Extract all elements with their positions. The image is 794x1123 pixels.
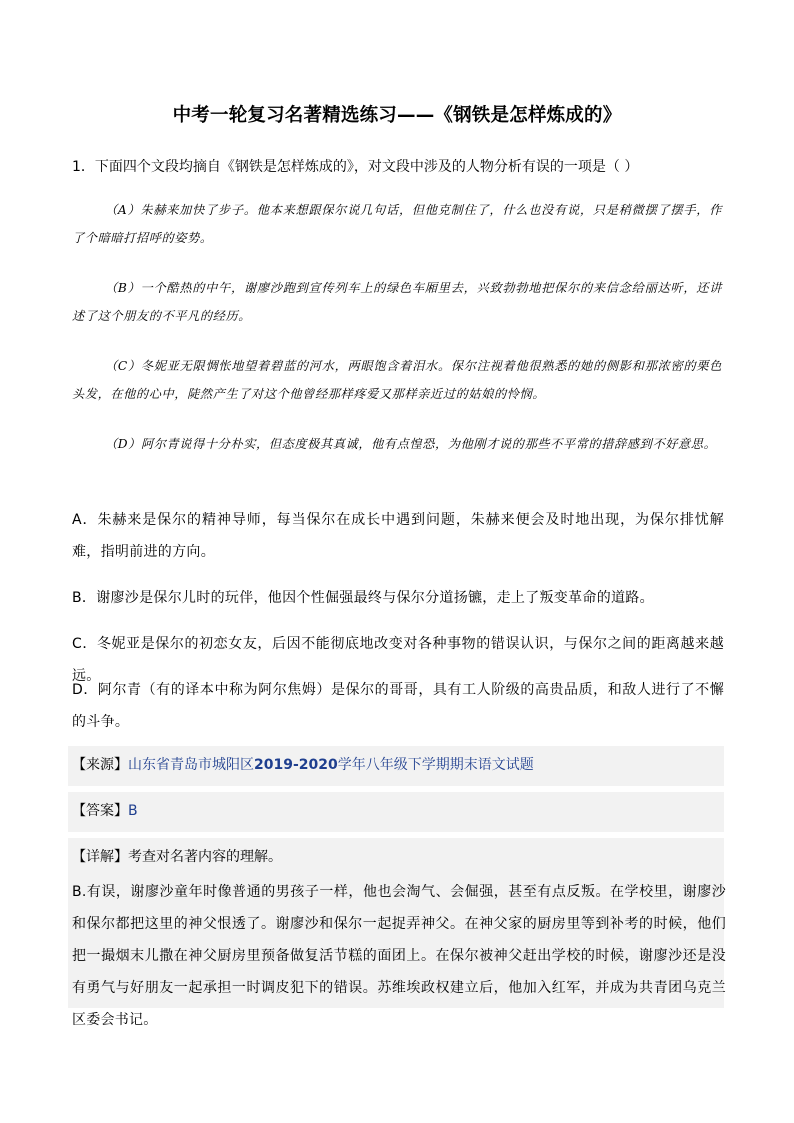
question-stem: 1．下面四个文段均摘自《钢铁是怎样炼成的》，对文段中涉及的人物分析有误的一项是（ ） xyxy=(72,159,639,175)
page-title: 中考一轮复习名著精选练习——《钢铁是怎样炼成的》 xyxy=(172,105,622,126)
detail-row xyxy=(72,846,282,866)
source-label: 【来源】 xyxy=(72,757,128,773)
passage-a: （A）朱赫来加快了步子。他本来想跟保尔说几句话，但他克制住了，什么也没有说，只是稍微摆了摆手，作了个暗暗打招呼的姿势。 xyxy=(72,203,722,245)
passage-d: （D）阿尔青说得十分朴实，但态度极其真诚，他有点惶恐，为他刚才说的那些不平常的措辞感到不好意思。 xyxy=(105,437,717,451)
source-text: 山东省青岛市城阳区 xyxy=(128,757,254,773)
passage-b: （B）一个酷热的中午，谢廖沙跑到宣传列车上的绿色车厢里去，兴致勃勃地把保尔的来信念给丽达听，还讲述了这个朋友的不平凡的经历。 xyxy=(72,281,722,323)
option-b: B．谢廖沙是保尔儿时的玩伴，他因个性倔强最终与保尔分道扬镳，走上了叛变革命的道路。 xyxy=(72,590,654,606)
answer-label: 【答案】 xyxy=(72,803,128,819)
detail-text: B.有误，谢廖沙童年时像普通的男孩子一样，他也会淘气、会倔强，甚至有点反叛。在学校里，谢廖沙和保尔都把这里的神父恨透了。谢廖沙和保尔一起捉弄神父。在神父家的厨房里等到补考的时候，他们把一撮烟末儿撒在神父厨房里预备做复活节糕的面团上。在保尔被神父赶出学校的时候，谢廖沙还是没有勇气与好朋友一起承担一时调皮犯下的错误。苏维埃政权建立后，他加入红军，并成为共青团乌克兰区委会书记。 xyxy=(72,884,726,1028)
option-c: C．冬妮亚是保尔的初恋女友，后因不能彻底地改变对各种事物的错误认识，与保尔之间的距离越来越远。 xyxy=(72,636,724,684)
passage-c: （C）冬妮亚无限惆怅地望着碧蓝的河水，两眼饱含着泪水。保尔注视着他很熟悉的她的侧影和那浓密的栗色头发，在他的心中，陡然产生了对这个他曾经那样疼爱又那样亲近过的姑娘的怜悯。 xyxy=(72,359,722,401)
detail-label: 【详解】 xyxy=(72,849,128,865)
answer-block xyxy=(68,792,724,832)
answer-row xyxy=(72,800,138,820)
option-a: A．朱赫来是保尔的精神导师，每当保尔在成长中遇到问题，朱赫来便会及时地出现，为保尔排忧解难，指明前进的方向。 xyxy=(72,512,724,560)
source-year: 2019-2020 xyxy=(254,757,338,773)
source-row xyxy=(72,754,534,774)
answer-value: B xyxy=(128,803,138,819)
detail-intro: 考查对名著内容的理解。 xyxy=(128,849,282,865)
option-d: D．阿尔青（有的译本中称为阿尔焦姆）是保尔的哥哥，具有工人阶级的高贵品质，和敌人进行了不懈的斗争。 xyxy=(72,682,724,730)
source-rest: 学年八年级下学期期末语文试题 xyxy=(337,757,534,773)
